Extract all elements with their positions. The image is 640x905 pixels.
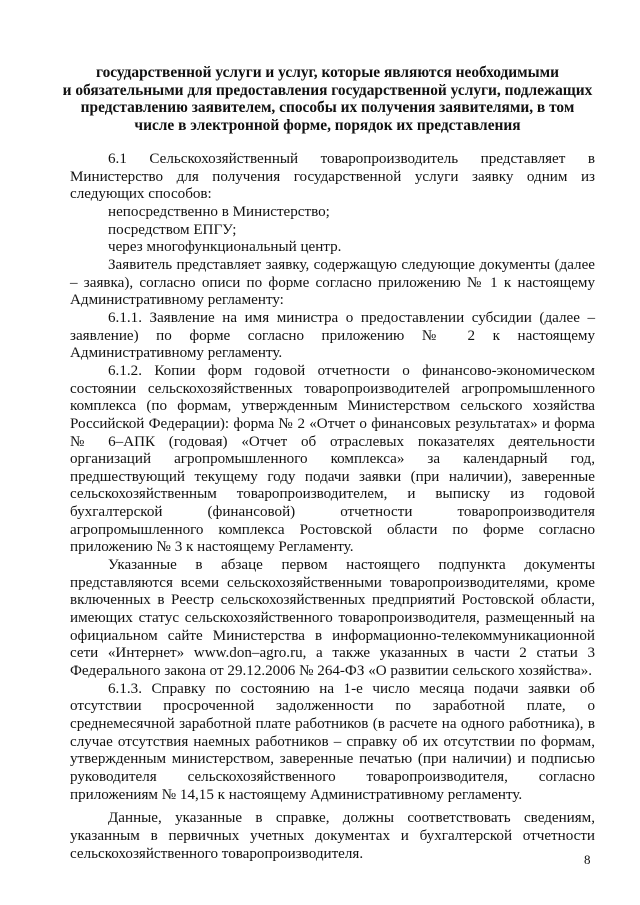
paragraph-6-1: 6.1 Сельскохозяйственный товаропроизводитель представляет в Министерство для получения государственной услуги заявку одним из следующих способов: [70, 151, 595, 203]
paragraph-6-1-3: 6.1.3. Справку по состоянию на 1-е число месяца подачи заявки об отсутствии просроченной задолженности по заработной плате, о среднемесячной заработной плате работников (в расчете на одного работника), в случае отсутствия наемных работников – справку об их отсутствии по формам, утвержденным министерством, заверенные печатью (при наличии) и подписью руководителя сельскохозяйственного товаропроизводителя, согласно приложениям № 14,15 к настоящему Административному регламенту. [70, 680, 595, 803]
method-item-mfc: через многофункциональный центр. [108, 239, 342, 256]
heading-line: и обязательными для предоставления государственной услуги, подлежащих [62, 81, 593, 99]
section-heading [60, 64, 595, 134]
heading-line: представлению заявителем, способы их получения заявителями, в том [80, 99, 575, 116]
page-number: 8 [584, 852, 591, 867]
paragraph-documents-note: Указанные в абзаце первом настоящего подпункта документы представляются всеми сельскохозяйственными товаропроизводителями, кроме включенных в Реестр сельскохозяйственных предприятий Ростовской области, имеющих статус сельскохозяйственного товаропроизводителя, размещенный на официальном сайте Министерства в информационно-телекоммуникационной сети «Интернет» www.don–agro.ru, а также указанных в части 2 статьи 3 Федерального закона от 29.12.2006 № 264-ФЗ «О развитии сельского хозяйства». [70, 557, 595, 680]
paragraph-data-consistency: Данные, указанные в справке, должны соответствовать сведениям, указанным в первичных учетных документах и бухгалтерской отчетности сельскохозяйственного товаропроизводителя. [70, 810, 595, 862]
document-body [70, 151, 595, 863]
method-item-epgu: посредством ЕПГУ; [108, 221, 237, 238]
paragraph-6-1-1: 6.1.1. Заявление на имя министра о предоставлении субсидии (далее – заявление) по форме согласно приложению № 2 к настоящему Административному регламенту. [70, 309, 595, 362]
paragraph-documents-list: Заявитель представляет заявку, содержащую следующие документы (далее – заявка), согласно описи по форме согласно приложению № 1 к настоящему Административному регламенту: [70, 256, 595, 309]
method-item-ministry: непосредственно в Министерство; [108, 203, 330, 220]
heading-line: государственной услуги и услуг, которые являются необходимыми [95, 64, 560, 81]
paragraph-6-1-2: 6.1.2. Копии форм годовой отчетности о финансово-экономическом состоянии сельскохозяйственных товаропроизводителей агропромышленного комплекса (по формам, утвержденным Министерством сельского хозяйства Российской Федерации): форма № 2 «Отчет о финансовых результатах» и форма № 6–АПК (годовая) «Отчет об отраслевых показателях деятельности организаций агропромышленного комплекса» за календарный год, предшествующий текущему году подачи заявки (при наличии), заверенные сельскохозяйственным товаропроизводителем, и выписку из годовой бухгалтерской (финансовой) отчетности товаропроизводителя агропромышленного комплекса Ростовской области по форме согласно приложению № 3 к настоящему Регламенту. [70, 362, 595, 556]
heading-line: числе в электронной форме, порядок их представления [134, 116, 521, 134]
